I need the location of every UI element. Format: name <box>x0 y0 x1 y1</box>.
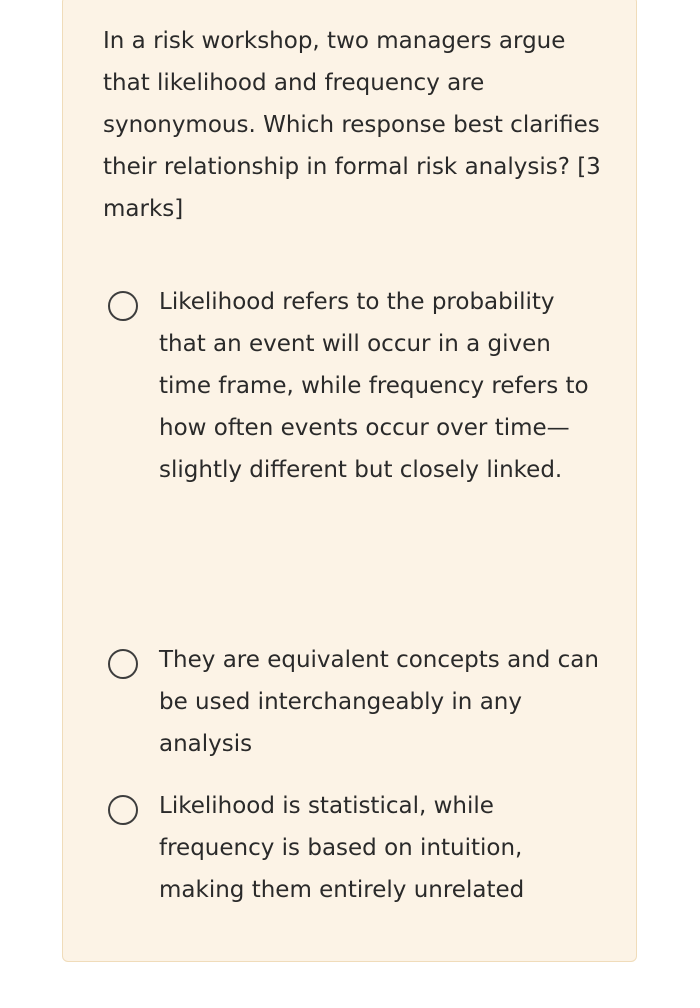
answer-option-1-text: Likelihood refers to the probability that an event will occur in a given time frame, while frequency refers to how often events occur over time—slightly different but closely linked. <box>159 289 589 483</box>
answer-option-2-text: They are equivalent concepts and can be used interchangeably in any analysis <box>159 647 599 757</box>
answer-option-3[interactable] <box>108 792 628 912</box>
answer-option-3-text: Likelihood is statistical, while frequency is based on intuition, making them entirely unrelated <box>159 793 525 903</box>
radio-button-3[interactable] <box>108 795 138 825</box>
answer-option-1[interactable] <box>108 288 628 528</box>
radio-button-1[interactable] <box>108 291 138 321</box>
radio-button-2[interactable] <box>108 649 138 679</box>
answer-option-2[interactable] <box>108 646 628 766</box>
question-text: In a risk workshop, two managers argue that likelihood and frequency are synonymous. Which response best clarifies their relationship in formal risk analysis? [3 marks] <box>103 28 601 222</box>
